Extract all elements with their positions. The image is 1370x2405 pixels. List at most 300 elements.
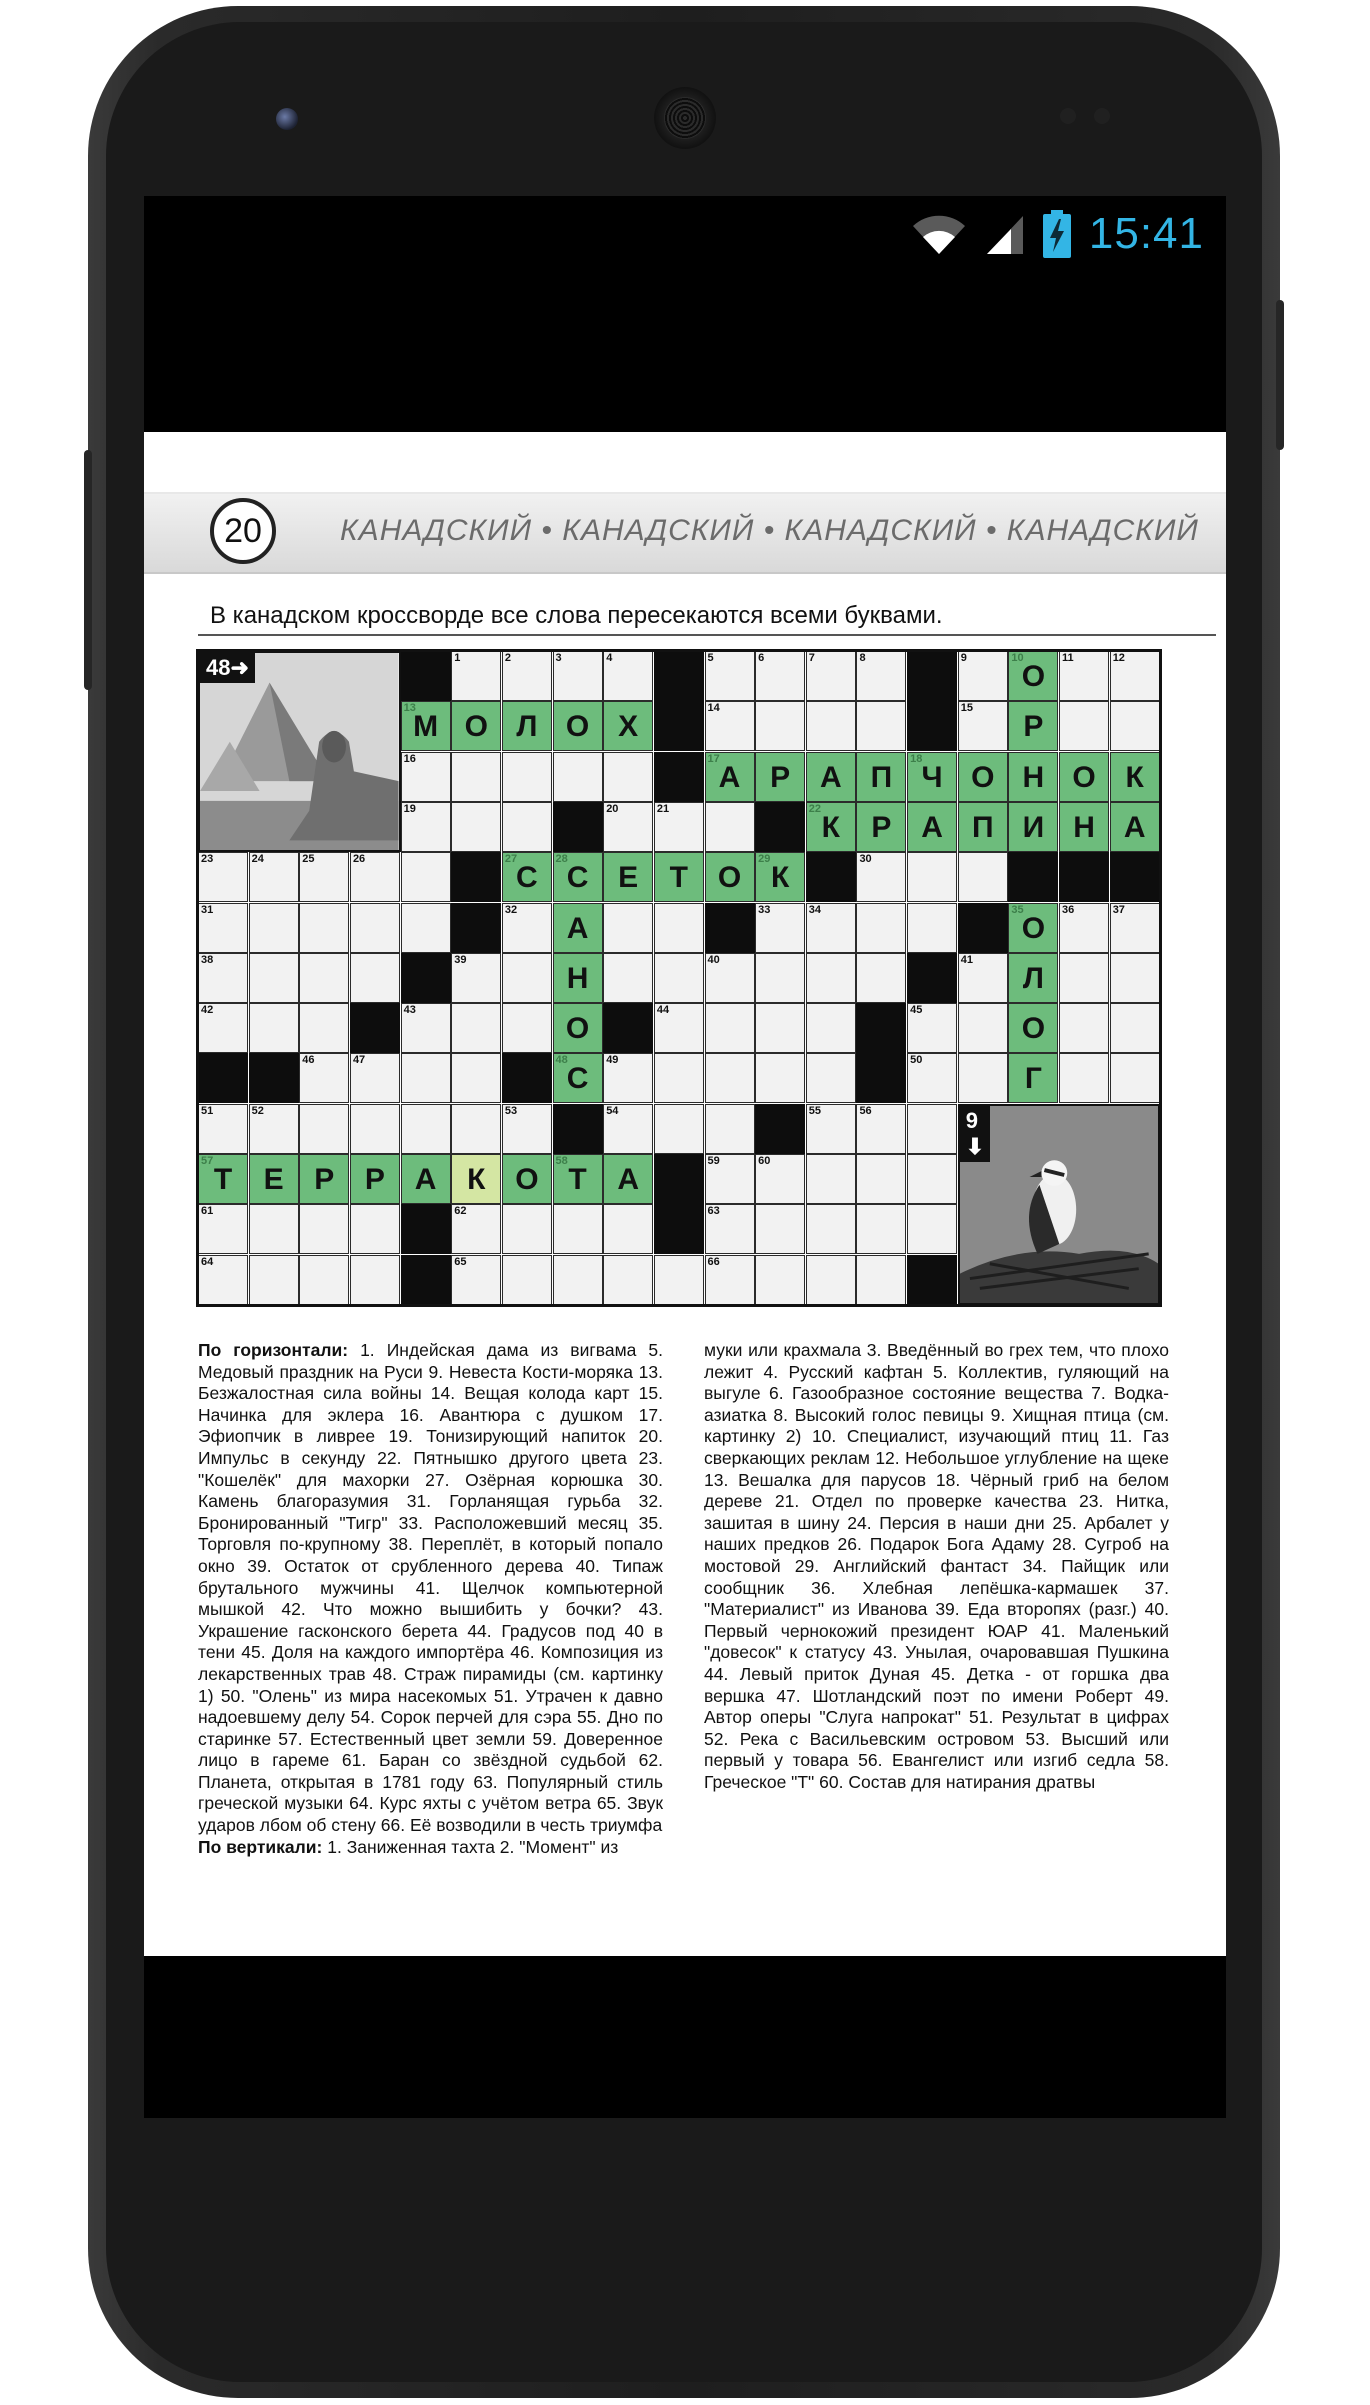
clue-number: 44 [656, 1004, 670, 1017]
clue-number: 13 [403, 702, 416, 715]
grid-letter: О [971, 760, 995, 794]
grid-letter: О [515, 1163, 539, 1196]
grid-cell[interactable] [603, 651, 653, 701]
clue-number: 6 [758, 652, 765, 664]
black-cell [451, 903, 501, 953]
grid-cell[interactable] [806, 651, 856, 701]
grid-letter: Л [1022, 961, 1044, 995]
grid-cell[interactable] [198, 1104, 248, 1154]
grid-cell[interactable] [350, 903, 400, 953]
grid-cell[interactable] [401, 1154, 451, 1204]
grid-cell[interactable] [705, 1104, 755, 1154]
grid-cell[interactable] [907, 903, 957, 953]
grid-cell[interactable] [806, 903, 856, 953]
grid-cell[interactable] [806, 1104, 856, 1154]
grid-cell[interactable] [705, 953, 755, 1003]
grid-cell[interactable] [502, 903, 552, 953]
grid-cell[interactable] [249, 1003, 299, 1053]
grid-cell[interactable] [654, 802, 704, 852]
grid-cell[interactable] [856, 1154, 906, 1204]
grid-cell[interactable] [907, 802, 957, 852]
grid-cell[interactable] [755, 1204, 805, 1254]
grid-cell[interactable] [705, 752, 755, 802]
grid-cell[interactable] [451, 1204, 501, 1254]
grid-cell[interactable] [806, 1154, 856, 1204]
clue-number: 41 [960, 953, 973, 966]
grid-cell[interactable] [249, 1204, 299, 1254]
grid-cell[interactable] [198, 1154, 248, 1204]
grid-cell[interactable] [553, 953, 603, 1003]
grid-cell[interactable] [856, 752, 906, 802]
clue-number: 46 [302, 1054, 315, 1067]
grid-cell[interactable] [705, 1053, 755, 1103]
page-number: 20 [224, 511, 262, 550]
grid-cell[interactable] [603, 1204, 653, 1254]
black-cell [1110, 852, 1160, 902]
grid-cell[interactable] [350, 953, 400, 1003]
clue-text: 1. Заниженная тахта 2. "Момент" из [327, 1836, 619, 1857]
grid-cell[interactable] [603, 852, 653, 902]
grid-cell[interactable] [958, 651, 1008, 701]
grid-cell[interactable] [299, 1003, 349, 1053]
grid-cell[interactable] [654, 1104, 704, 1154]
grid-cell[interactable] [553, 1003, 603, 1053]
grid-cell[interactable] [705, 701, 755, 751]
grid-letter: О [565, 710, 590, 744]
grid-letter: С [516, 861, 538, 895]
grid-cell[interactable] [755, 1255, 805, 1305]
grid-cell[interactable] [249, 852, 299, 902]
picture-label: 48➜ [200, 653, 255, 683]
grid-letter: П [870, 760, 893, 794]
grid-letter: О [565, 1012, 590, 1046]
grid-cell[interactable] [755, 1154, 805, 1204]
grid-cell[interactable] [451, 1003, 501, 1053]
grid-letter: Н [1022, 760, 1045, 794]
grid-cell[interactable] [755, 752, 805, 802]
grid-cell[interactable] [299, 1104, 349, 1154]
grid-letter: Ч [921, 760, 943, 794]
grid-cell[interactable] [907, 1104, 957, 1154]
clue-number: 35 [1011, 903, 1024, 916]
grid-cell[interactable] [654, 1053, 704, 1103]
grid-cell[interactable] [907, 852, 957, 902]
grid-cell[interactable] [451, 1104, 501, 1154]
grid-cell[interactable] [705, 1255, 755, 1305]
clue-number: 38 [201, 953, 214, 966]
grid-cell[interactable] [299, 953, 349, 1003]
clue-number: 11 [1062, 652, 1074, 664]
grid-letter: Р [770, 760, 791, 794]
grid-letter: О [1021, 1012, 1046, 1046]
black-cell [198, 1053, 248, 1103]
clue-number: 27 [504, 853, 518, 866]
grid-cell[interactable] [603, 802, 653, 852]
clue-number: 43 [403, 1004, 416, 1017]
grid-cell[interactable] [806, 752, 856, 802]
grid-letter: О [464, 710, 488, 744]
grid-cell[interactable] [1008, 903, 1058, 953]
grid-cell[interactable] [856, 903, 906, 953]
clue-number: 59 [707, 1155, 720, 1167]
grid-cell[interactable] [1110, 802, 1160, 852]
grid-cell[interactable] [502, 752, 552, 802]
black-cell [553, 1104, 603, 1154]
grid-cell[interactable] [654, 1255, 704, 1305]
grid-cell[interactable] [553, 752, 603, 802]
front-camera-icon [276, 108, 298, 130]
grid-cell[interactable] [958, 802, 1008, 852]
clue-number: 7 [808, 652, 815, 664]
grid-cell[interactable] [451, 1154, 501, 1204]
proximity-sensor-icon [1060, 108, 1076, 124]
grid-cell[interactable] [198, 1204, 248, 1254]
black-cell [654, 1204, 704, 1254]
grid-cell[interactable] [806, 802, 856, 852]
black-cell [705, 903, 755, 953]
grid-cell[interactable] [553, 651, 603, 701]
grid-cell[interactable] [1008, 1053, 1058, 1103]
black-cell [502, 1053, 552, 1103]
clue-number: 66 [707, 1255, 720, 1268]
grid-cell[interactable] [755, 651, 805, 701]
clue-number: 56 [859, 1104, 872, 1117]
magazine-page [144, 432, 1226, 1956]
grid-letter: О [1072, 760, 1096, 794]
signal-icon [985, 212, 1025, 256]
grid-cell[interactable] [299, 852, 349, 902]
black-cell [451, 852, 501, 902]
clue-number: 22 [808, 802, 822, 815]
grid-cell[interactable] [1059, 903, 1109, 953]
grid-cell[interactable] [755, 953, 805, 1003]
grid-cell[interactable] [856, 1204, 906, 1254]
grid-cell[interactable] [755, 1053, 805, 1103]
grid-cell[interactable] [451, 1053, 501, 1103]
clue-number: 4 [606, 652, 613, 664]
grid-letter: Х [618, 710, 639, 744]
grid-cell[interactable] [1110, 701, 1160, 751]
grid-cell[interactable] [907, 1204, 957, 1254]
grid-letter: О [717, 861, 742, 895]
grid-cell[interactable] [299, 1154, 349, 1204]
grid-cell[interactable] [1008, 701, 1058, 751]
clue-number: 8 [859, 652, 866, 664]
clue-number: 21 [656, 802, 670, 815]
grid-cell[interactable] [603, 1104, 653, 1154]
status-bar [144, 196, 1226, 272]
grid-cell[interactable] [755, 1003, 805, 1053]
navigation-bar [144, 1956, 1226, 2118]
clue-number: 61 [201, 1205, 214, 1218]
battery-charging-icon [1043, 210, 1071, 258]
grid-cell[interactable] [1059, 752, 1109, 802]
grid-cell[interactable] [299, 1255, 349, 1305]
grid-cell[interactable] [401, 852, 451, 902]
grid-cell[interactable] [553, 1053, 603, 1103]
black-cell [654, 701, 704, 751]
grid-cell[interactable] [249, 1255, 299, 1305]
grid-cell[interactable] [198, 1003, 248, 1053]
grid-cell[interactable] [401, 1053, 451, 1103]
grid-letter: Р [1023, 710, 1044, 744]
grid-cell[interactable] [907, 1154, 957, 1204]
grid-cell[interactable] [1059, 953, 1109, 1003]
grid-cell[interactable] [553, 903, 603, 953]
grid-cell[interactable] [958, 752, 1008, 802]
grid-cell[interactable] [299, 903, 349, 953]
clue-number: 30 [859, 853, 872, 866]
grid-cell[interactable] [401, 752, 451, 802]
grid-cell[interactable] [654, 903, 704, 953]
grid-cell[interactable] [502, 1154, 552, 1204]
grid-cell[interactable] [502, 1204, 552, 1254]
clue-number: 52 [251, 1104, 264, 1117]
grid-cell[interactable] [1008, 802, 1058, 852]
grid-cell[interactable] [1008, 752, 1058, 802]
grid-cell[interactable] [1059, 1003, 1109, 1053]
grid-cell[interactable] [451, 651, 501, 701]
black-cell [553, 802, 603, 852]
grid-cell[interactable] [1110, 651, 1160, 701]
clue-number: 37 [1112, 903, 1125, 916]
black-cell [654, 651, 704, 701]
grid-cell[interactable] [451, 752, 501, 802]
grid-cell[interactable] [451, 701, 501, 751]
grid-cell[interactable] [705, 852, 755, 902]
grid-cell[interactable] [856, 701, 906, 751]
black-cell [401, 953, 451, 1003]
grid-cell[interactable] [1059, 651, 1109, 701]
grid-cell[interactable] [553, 1255, 603, 1305]
grid-cell[interactable] [350, 1255, 400, 1305]
clue-number: 28 [555, 853, 568, 866]
grid-cell[interactable] [603, 1053, 653, 1103]
grid-cell[interactable] [1059, 1053, 1109, 1103]
grid-cell[interactable] [553, 1154, 603, 1204]
grid-cell[interactable] [249, 1104, 299, 1154]
grid-cell[interactable] [249, 903, 299, 953]
clue-number: 5 [707, 652, 714, 664]
grid-cell[interactable] [705, 1003, 755, 1053]
grid-cell[interactable] [856, 651, 906, 701]
grid-cell[interactable] [451, 802, 501, 852]
clue-number: 33 [758, 903, 771, 916]
volume-button[interactable] [84, 450, 92, 690]
clue-number: 50 [910, 1054, 923, 1067]
black-cell [1008, 852, 1058, 902]
grid-cell[interactable] [401, 1003, 451, 1053]
black-cell [654, 752, 704, 802]
grid-cell[interactable] [958, 1003, 1008, 1053]
grid-letter: Т [568, 1163, 587, 1196]
grid-letter: А [617, 1163, 640, 1196]
grid-cell[interactable] [806, 1255, 856, 1305]
page-header [144, 492, 1226, 574]
grid-cell[interactable] [350, 1104, 400, 1154]
grid-cell[interactable] [856, 1255, 906, 1305]
grid-letter: Е [618, 861, 639, 895]
clue-number: 9 [960, 652, 967, 664]
grid-cell[interactable] [1059, 701, 1109, 751]
black-cell [654, 1154, 704, 1204]
black-cell [907, 651, 957, 701]
grid-cell[interactable] [705, 1204, 755, 1254]
grid-cell[interactable] [907, 1003, 957, 1053]
grid-cell[interactable] [958, 953, 1008, 1003]
grid-cell[interactable] [350, 852, 400, 902]
grid-cell[interactable] [502, 953, 552, 1003]
grid-cell[interactable] [705, 802, 755, 852]
clue-number: 47 [352, 1054, 366, 1067]
grid-cell[interactable] [401, 903, 451, 953]
clue-number: 62 [454, 1205, 467, 1218]
grid-letter: Н [566, 961, 589, 995]
grid-cell[interactable] [907, 752, 957, 802]
grid-cell[interactable] [198, 1255, 248, 1305]
clue-number: 48 [555, 1054, 568, 1067]
clue-number: 29 [758, 853, 771, 866]
clue-number: 49 [606, 1054, 619, 1067]
picture-label: 9 ⬇ [960, 1106, 990, 1162]
grid-cell[interactable] [958, 701, 1008, 751]
grid-cell[interactable] [806, 1053, 856, 1103]
grid-cell[interactable] [958, 1053, 1008, 1103]
grid-cell[interactable] [1110, 752, 1160, 802]
grid-cell[interactable] [401, 701, 451, 751]
grid-cell[interactable] [1008, 651, 1058, 701]
clue-number: 19 [403, 802, 416, 815]
grid-cell[interactable] [806, 701, 856, 751]
grid-cell[interactable] [249, 1154, 299, 1204]
grid-cell[interactable] [502, 1003, 552, 1053]
power-button[interactable] [1276, 300, 1284, 450]
grid-cell[interactable] [401, 802, 451, 852]
black-cell [755, 1104, 805, 1154]
grid-cell[interactable] [907, 1053, 957, 1103]
clue-number: 12 [1112, 652, 1125, 664]
grid-cell[interactable] [603, 701, 653, 751]
black-cell [907, 701, 957, 751]
grid-letter: К [821, 810, 840, 844]
grid-cell[interactable] [553, 701, 603, 751]
grid-cell[interactable] [350, 1053, 400, 1103]
grid-cell[interactable] [603, 752, 653, 802]
grid-cell[interactable] [249, 953, 299, 1003]
grid-cell[interactable] [958, 852, 1008, 902]
clue-number: 15 [960, 702, 973, 715]
clue-number: 51 [201, 1104, 214, 1117]
clue-text: 1. Индейская дама из вигвама 5. Медовый праздник на Руси 9. Невеста Кости-моряка 13. Безжалостная сила войны 14. Вещая колода карт 15. Начинка для эклера 16. Авантюра с душком 17. Эфиопчик в ливрее 19. Тонизирующий напиток 20. Импульс в секунду 22. Пятнышко другого цвета 23. "Кошелёк" для махорки 27. Озёрная корюшка 30. Камень благоразумия 31. Горланящая гурьба 32. Бронированный "Тигр" 33. Расположевший месяц 35. Торговля по-крупному 38. Переплёт, в который попало окно 39. Остаток от срубленного дерева 40. Типаж брутального мужчины 41. Щелчок компьютерной мышкой 42. Что можно вышибить у бочки? 43. Украшение гасконского берета 44. Градусов под 40 в тени 45. Доля на каждого импортёра 46. Композиция из лекарственных трав 48. Страж пирамиды (см. картинку 1) 50. "Олень" из мира насекомых 51. Утрачен к давно надоевшему делу 54. Сорок перчей для сэра 55. Дно по старинке 57. Естественный цвет земли 59. Доверенное лицо в гареме 61. Баран со звёздной судьбой 62. Планета, открытая в 1781 году 63. Популярный стиль греческой музыки 64. Курс яхты с учётом ветра 65. Звук ударов лбом об стену 66. Её возводили в честь триумфа [198, 1340, 663, 1836]
grid-cell[interactable] [1008, 1003, 1058, 1053]
grid-cell[interactable] [502, 1255, 552, 1305]
grid-cell[interactable] [553, 1204, 603, 1254]
grid-cell[interactable] [401, 1104, 451, 1154]
grid-cell[interactable] [603, 953, 653, 1003]
grid-letter: С [566, 861, 589, 895]
grid-cell[interactable] [1110, 953, 1160, 1003]
grid-cell[interactable] [755, 903, 805, 953]
clue-number: 23 [201, 853, 214, 866]
clue-number: 17 [707, 752, 720, 765]
divider [198, 634, 1216, 636]
grid-cell[interactable] [502, 651, 552, 701]
grid-cell[interactable] [502, 852, 552, 902]
black-cell [401, 1204, 451, 1254]
grid-cell[interactable] [350, 1204, 400, 1254]
grid-cell[interactable] [603, 1154, 653, 1204]
grid-cell[interactable] [198, 953, 248, 1003]
grid-cell[interactable] [856, 1104, 906, 1154]
grid-cell[interactable] [603, 1255, 653, 1305]
grid-cell[interactable] [654, 852, 704, 902]
grid-cell[interactable] [198, 852, 248, 902]
grid-letter: А [921, 810, 943, 844]
grid-letter: К [467, 1163, 486, 1196]
grid-cell[interactable] [856, 852, 906, 902]
grid-letter: Т [213, 1163, 233, 1196]
grid-cell[interactable] [806, 953, 856, 1003]
grid-cell[interactable] [654, 953, 704, 1003]
clue-number: 1 [454, 652, 461, 664]
grid-cell[interactable] [755, 701, 805, 751]
grid-letter: А [819, 760, 842, 794]
grid-cell[interactable] [856, 802, 906, 852]
grid-letter: А [414, 1163, 437, 1196]
grid-letter: А [1123, 810, 1146, 844]
clue-number: 18 [910, 752, 923, 765]
grid-cell[interactable] [299, 1204, 349, 1254]
light-sensor-icon [1094, 108, 1110, 124]
grid-letter: К [1125, 760, 1144, 794]
grid-cell[interactable] [553, 852, 603, 902]
grid-letter: Н [1073, 810, 1095, 844]
grid-cell[interactable] [705, 651, 755, 701]
clue-number: 16 [403, 752, 416, 765]
grid-cell[interactable] [603, 903, 653, 953]
grid-letter: М [413, 710, 439, 744]
grid-cell[interactable] [705, 1154, 755, 1204]
grid-cell[interactable] [806, 1204, 856, 1254]
grid-cell[interactable] [299, 1053, 349, 1103]
clue-number: 45 [910, 1004, 923, 1017]
clue-number: 57 [201, 1155, 214, 1167]
clue-number: 42 [201, 1004, 214, 1017]
grid-cell[interactable] [350, 1154, 400, 1204]
grid-cell[interactable] [502, 1104, 552, 1154]
grid-cell[interactable] [1059, 802, 1109, 852]
clue-number: 3 [555, 652, 562, 664]
grid-cell[interactable] [1110, 1053, 1160, 1103]
grid-cell[interactable] [1110, 903, 1160, 953]
grid-letter: Р [364, 1163, 385, 1196]
grid-cell[interactable] [502, 701, 552, 751]
grid-cell[interactable] [451, 1255, 501, 1305]
grid-letter: К [770, 861, 790, 895]
grid-cell[interactable] [806, 1003, 856, 1053]
grid-cell[interactable] [654, 1003, 704, 1053]
grid-cell[interactable] [856, 953, 906, 1003]
grid-cell[interactable] [755, 852, 805, 902]
grid-cell[interactable] [502, 802, 552, 852]
grid-letter: Р [871, 810, 892, 844]
grid-cell[interactable] [1110, 1003, 1160, 1053]
earpiece-speaker-icon [654, 87, 716, 149]
grid-cell[interactable] [1008, 953, 1058, 1003]
clue-number: 40 [707, 953, 720, 966]
grid-cell[interactable] [451, 953, 501, 1003]
grid-cell[interactable] [198, 903, 248, 953]
